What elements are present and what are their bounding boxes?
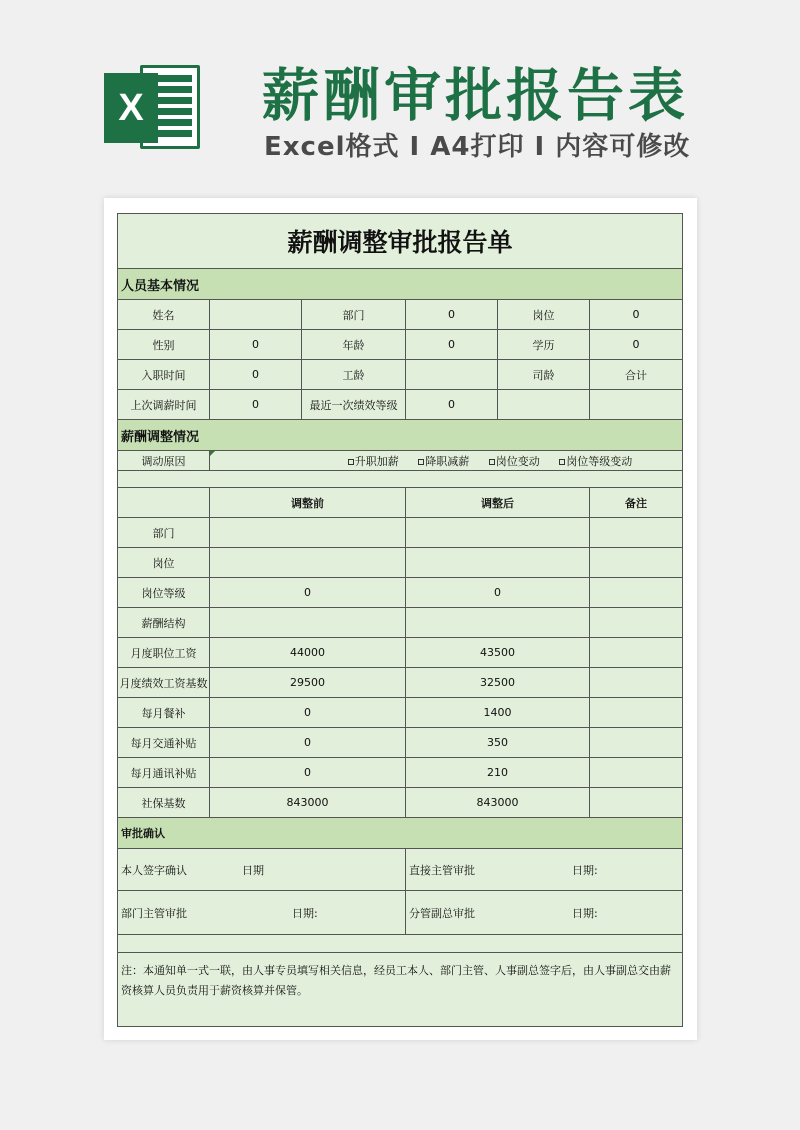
adjust-label: 薪酬结构 [118, 608, 210, 638]
adjust-before[interactable] [210, 608, 406, 638]
header-blank [118, 488, 210, 518]
self-sign-field[interactable] [118, 849, 406, 891]
adjust-remark[interactable] [590, 788, 683, 818]
basic-cell: 岗位 [498, 300, 590, 330]
adjust-remark[interactable] [590, 638, 683, 668]
basic-cell[interactable]: 0 [210, 330, 302, 360]
basic-cell[interactable]: 0 [210, 390, 302, 420]
section-basic-info: 人员基本情况 [118, 269, 683, 300]
comment-marker-icon [210, 451, 215, 456]
page-subtitle: Excel格式 I A4打印 I 内容可修改 [264, 132, 691, 162]
adjust-remark[interactable] [590, 548, 683, 578]
reason-position-change[interactable]: 岗位变动 [489, 455, 540, 468]
adjust-remark[interactable] [590, 668, 683, 698]
self-sign-label: 本人签字确认 [121, 863, 187, 877]
adjust-remark[interactable] [590, 518, 683, 548]
basic-row [118, 360, 683, 390]
adjust-remark[interactable] [590, 728, 683, 758]
document-page [104, 198, 697, 1040]
basic-row [118, 300, 683, 330]
basic-cell: 入职时间 [118, 360, 210, 390]
excel-logo-icon [104, 57, 204, 157]
adjust-row [118, 728, 683, 758]
basic-cell: 姓名 [118, 300, 210, 330]
adjust-label: 社保基数 [118, 788, 210, 818]
self-date-label: 日期 [242, 863, 264, 877]
adjust-label: 月度绩效工资基数 [118, 668, 210, 698]
basic-cell: 上次调薪时间 [118, 390, 210, 420]
adjust-before[interactable] [210, 518, 406, 548]
adjust-after[interactable] [406, 608, 590, 638]
adjust-after[interactable] [406, 548, 590, 578]
adjust-remark[interactable] [590, 758, 683, 788]
adjust-before[interactable]: 0 [210, 728, 406, 758]
salary-form [117, 213, 683, 1027]
adjust-row [118, 788, 683, 818]
dept-manager-label: 部门主管审批 [121, 906, 187, 920]
adjust-after[interactable]: 1400 [406, 698, 590, 728]
adjust-before[interactable] [210, 548, 406, 578]
adjust-row [118, 668, 683, 698]
checkbox-icon [559, 459, 565, 465]
adjust-row [118, 518, 683, 548]
checkbox-icon [489, 459, 495, 465]
basic-cell[interactable]: 0 [406, 390, 498, 420]
adjust-after[interactable]: 843000 [406, 788, 590, 818]
adjust-label: 部门 [118, 518, 210, 548]
basic-cell[interactable] [406, 360, 498, 390]
adjust-before[interactable]: 44000 [210, 638, 406, 668]
adjust-before[interactable]: 0 [210, 578, 406, 608]
basic-cell: 学历 [498, 330, 590, 360]
adjust-before[interactable]: 0 [210, 698, 406, 728]
checkbox-icon [418, 459, 424, 465]
reason-label: 调动原因 [118, 451, 210, 471]
form-title: 薪酬调整审批报告单 [118, 214, 683, 269]
adjust-label: 每月餐补 [118, 698, 210, 728]
adjust-row [118, 758, 683, 788]
basic-cell: 最近一次绩效等级 [302, 390, 406, 420]
basic-cell: 年龄 [302, 330, 406, 360]
adjust-after[interactable]: 32500 [406, 668, 590, 698]
adjust-after[interactable] [406, 518, 590, 548]
adjust-after[interactable]: 210 [406, 758, 590, 788]
adjust-label: 岗位等级 [118, 578, 210, 608]
adjust-row [118, 698, 683, 728]
adjust-label: 月度职位工资 [118, 638, 210, 668]
section-salary-adjust: 薪酬调整情况 [118, 420, 683, 451]
header-after: 调整后 [406, 488, 590, 518]
spacer-row [118, 471, 683, 488]
basic-cell: 工龄 [302, 360, 406, 390]
header-remark: 备注 [590, 488, 683, 518]
checkbox-icon [348, 459, 354, 465]
direct-date-label: 日期: [572, 863, 598, 877]
adjust-remark[interactable] [590, 608, 683, 638]
form-note: 注：本通知单一式一联，由人事专员填写相关信息，经员工本人、部门主管、人事副总签字后，由人事副总交由薪资核算人员负责用于薪资核算并保管。 [118, 953, 683, 1027]
adjust-row [118, 638, 683, 668]
adjust-after[interactable]: 350 [406, 728, 590, 758]
basic-cell: 性别 [118, 330, 210, 360]
basic-cell[interactable]: 0 [406, 300, 498, 330]
section-approval: 审批确认 [118, 818, 683, 849]
dept-manager-field[interactable] [118, 891, 406, 935]
adjust-remark[interactable] [590, 698, 683, 728]
vp-date-label: 日期: [572, 906, 598, 920]
adjust-before[interactable]: 29500 [210, 668, 406, 698]
basic-cell[interactable]: 0 [406, 330, 498, 360]
vp-field[interactable] [406, 891, 683, 935]
adjust-row [118, 578, 683, 608]
adjust-before[interactable]: 0 [210, 758, 406, 788]
basic-cell[interactable]: 0 [590, 330, 683, 360]
spacer-row [118, 935, 683, 953]
adjust-after[interactable]: 43500 [406, 638, 590, 668]
basic-row [118, 330, 683, 360]
adjust-remark[interactable] [590, 578, 683, 608]
adjust-after[interactable]: 0 [406, 578, 590, 608]
basic-cell[interactable]: 0 [590, 300, 683, 330]
reason-demotion[interactable]: 降职减薪 [418, 455, 469, 468]
basic-cell[interactable] [590, 390, 683, 420]
adjust-before[interactable]: 843000 [210, 788, 406, 818]
basic-cell [498, 390, 590, 420]
basic-cell[interactable]: 0 [210, 360, 302, 390]
adjust-label: 每月通讯补贴 [118, 758, 210, 788]
reason-grade-change[interactable]: 岗位等级变动 [559, 455, 632, 468]
direct-manager-label: 直接主管审批 [409, 863, 475, 877]
reason-options [210, 451, 683, 471]
adjust-label: 每月交通补贴 [118, 728, 210, 758]
vp-label: 分管副总审批 [409, 906, 475, 920]
logo-letter: X [104, 73, 158, 143]
basic-cell: 司龄 [498, 360, 590, 390]
adjust-row [118, 548, 683, 578]
dept-date-label: 日期: [292, 906, 318, 920]
basic-cell: 部门 [302, 300, 406, 330]
basic-cell[interactable] [210, 300, 302, 330]
page-title: 薪酬审批报告表 [262, 63, 689, 129]
direct-manager-field[interactable] [406, 849, 683, 891]
basic-cell[interactable]: 合计 [590, 360, 683, 390]
adjust-row [118, 608, 683, 638]
reason-promotion[interactable]: 升职加薪 [348, 455, 399, 468]
header-before: 调整前 [210, 488, 406, 518]
basic-row [118, 390, 683, 420]
adjust-label: 岗位 [118, 548, 210, 578]
